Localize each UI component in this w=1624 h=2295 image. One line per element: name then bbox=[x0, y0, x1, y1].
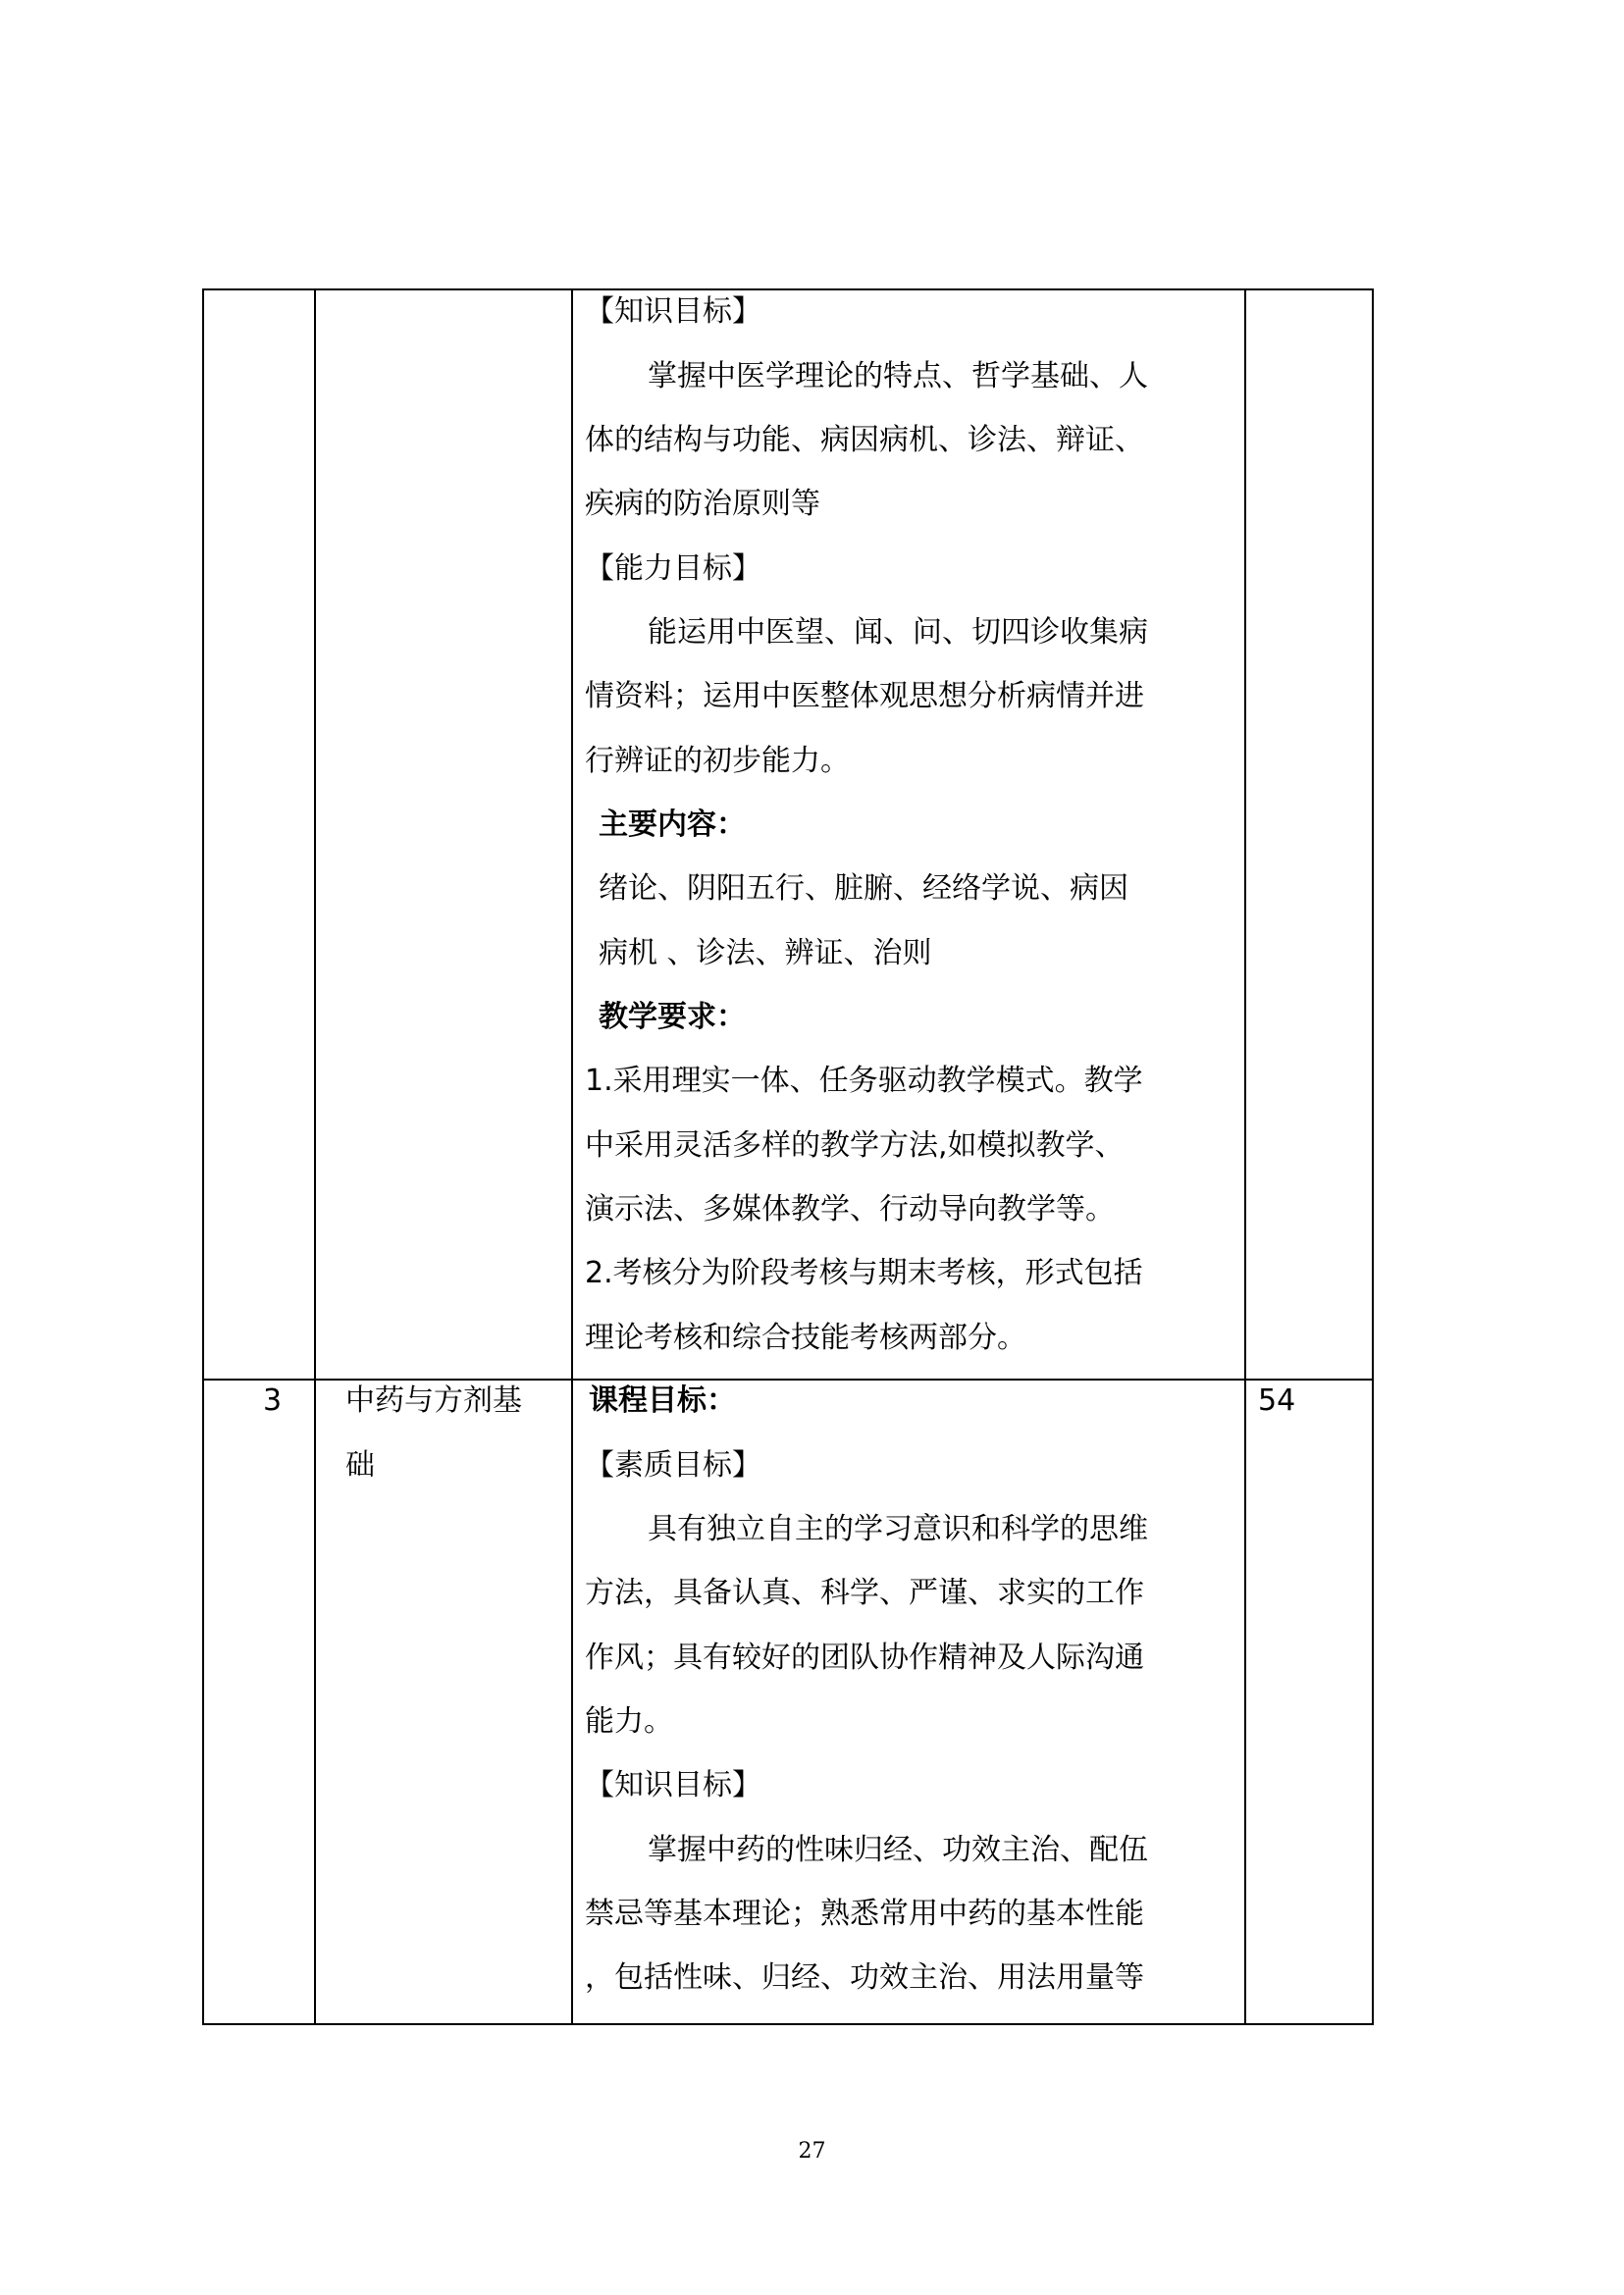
content-line: 掌握中医学理论的特点、哲学基础、人 bbox=[648, 359, 1148, 393]
content-line: 禁忌等基本理论；熟悉常用中药的基本性能 bbox=[585, 1897, 1144, 1931]
section-heading-quality: 【素质目标】 bbox=[585, 1448, 761, 1483]
content-line: 理论考核和综合技能考核两部分。 bbox=[585, 1321, 1026, 1355]
section-heading-knowledge: 【知识目标】 bbox=[585, 1768, 761, 1802]
hours-cell: 54 bbox=[1258, 1383, 1296, 1418]
content-line: 绪论、阴阳五行、脏腑、经络学说、病因 bbox=[599, 871, 1128, 906]
content-line: 能力。 bbox=[585, 1704, 673, 1739]
column-border-2 bbox=[571, 288, 573, 2025]
content-line: 掌握中药的性味归经、功效主治、配伍 bbox=[648, 1833, 1148, 1867]
content-line: 病机 、诊法、辨证、治则 bbox=[599, 936, 932, 970]
content-line: 疾病的防治原则等 bbox=[585, 487, 820, 521]
column-border-3 bbox=[1244, 288, 1246, 2025]
content-line: 具有独立自主的学习意识和科学的思维 bbox=[648, 1512, 1148, 1546]
course-objectives-heading: 课程目标： bbox=[589, 1383, 736, 1418]
table-top-border bbox=[202, 288, 1374, 290]
content-line: 方法，具备认真、科学、严谨、求实的工作 bbox=[585, 1576, 1144, 1610]
course-name-line: 础 bbox=[345, 1448, 375, 1483]
section-heading-knowledge: 【知识目标】 bbox=[585, 294, 761, 329]
column-border-right bbox=[1372, 288, 1374, 2025]
content-line: 作风；具有较好的团队协作精神及人际沟通 bbox=[585, 1641, 1144, 1675]
content-line: 2.考核分为阶段考核与期末考核，形式包括 bbox=[585, 1256, 1143, 1290]
course-name-line: 中药与方剂基 bbox=[345, 1383, 522, 1418]
content-line: 体的结构与功能、病因病机、诊法、辩证、 bbox=[585, 423, 1144, 457]
teaching-requirements-heading: 教学要求： bbox=[599, 1000, 746, 1034]
table-bottom-border bbox=[202, 2023, 1374, 2025]
content-line: 情资料；运用中医整体观思想分析病情并进 bbox=[585, 679, 1144, 713]
column-border-1 bbox=[314, 288, 316, 2025]
row-divider bbox=[202, 1379, 1374, 1381]
content-line: 1.采用理实一体、任务驱动教学模式。教学 bbox=[585, 1064, 1143, 1098]
content-line: ，包括性味、归经、功效主治、用法用量等 bbox=[585, 1960, 1144, 1995]
content-line: 能运用中医望、闻、问、切四诊收集病 bbox=[648, 615, 1148, 650]
main-content-heading: 主要内容： bbox=[599, 808, 746, 842]
column-border-left bbox=[202, 288, 204, 2025]
content-line: 中采用灵活多样的教学方法,如模拟教学、 bbox=[585, 1128, 1125, 1163]
content-line: 演示法、多媒体教学、行动导向教学等。 bbox=[585, 1192, 1115, 1226]
content-line: 行辨证的初步能力。 bbox=[585, 744, 850, 778]
section-heading-ability: 【能力目标】 bbox=[585, 551, 761, 586]
row-number: 3 bbox=[263, 1383, 283, 1418]
page-number: 27 bbox=[798, 2139, 826, 2164]
